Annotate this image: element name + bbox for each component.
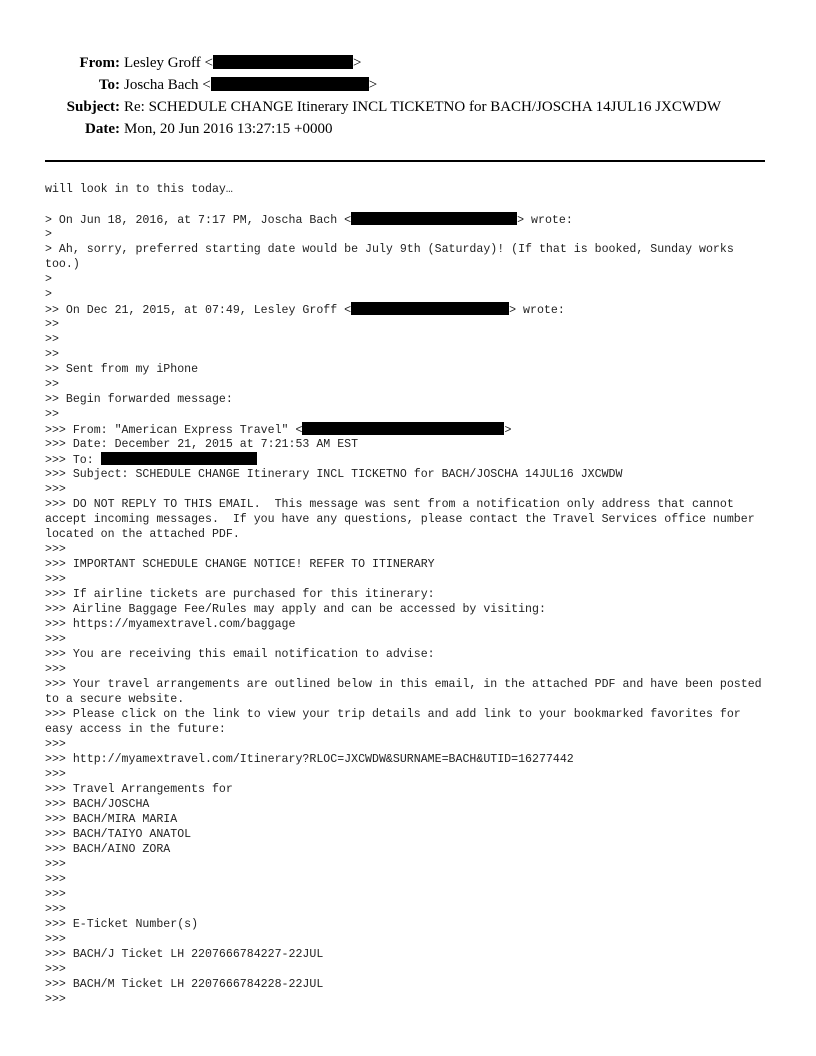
body-line: >>> [45,933,66,946]
body-line: >> [45,333,59,346]
body-line: > Ah, sorry, preferred starting date would be July 9th (Saturday)! (If that is booked, Sunday works too.) [45,243,741,271]
body-line: >>> [45,873,66,886]
to-close: > [368,77,378,93]
body-line: >>> Your travel arrangements are outlined below in this email, in the attached PDF and have been posted to a secure website. [45,678,769,706]
redaction-box [101,452,257,465]
body-line: >> Begin forwarded message: [45,393,233,406]
body-line: > On Jun 18, 2016, at 7:17 PM, Joscha Bach < > wrote: [45,214,573,227]
body-line: will look in to this today… [45,183,233,196]
from-label: From: [79,55,120,71]
redaction-box [351,212,517,225]
body-line: >>> [45,858,66,871]
body-line: >>> If airline tickets are purchased for this itinerary: [45,588,435,601]
body-line: >>> http://myamextravel.com/Itinerary?RLOC=JXCWDW&SURNAME=BACH&UTID=16277442 [45,753,574,766]
body-line: > [45,273,52,286]
body-line: >>> [45,663,66,676]
from-value: Lesley Groff < [124,55,213,71]
body-line: >>> BACH/AINO ZORA [45,843,171,856]
body-line: >>> [45,903,66,916]
subject-row [0,96,721,118]
body-line: >> [45,348,59,361]
body-line: >>> [45,483,66,496]
date-label: Date: [85,121,120,137]
from-row [0,52,361,74]
body-line: >>> You are receiving this email notification to advise: [45,648,435,661]
body-line: >>> [45,993,66,1006]
body-line: >>> DO NOT REPLY TO THIS EMAIL. This message was sent from a notification only address that cannot accept incoming messages. If you have any questions, please contact the Travel Services office number located on the attached PDF. [45,498,762,541]
body-line: >> [45,378,59,391]
body-line: >>> https://myamextravel.com/baggage [45,618,296,631]
to-label: To: [98,77,120,93]
body-line: >>> BACH/TAIYO ANATOL [45,828,192,841]
body-line: >>> [45,738,66,751]
body-line: >>> [45,543,66,556]
redaction-box [302,422,504,435]
body-line: >>> BACH/M Ticket LH 2207666784228-22JUL [45,978,324,991]
body-line: >>> [45,888,66,901]
body-line: >>> Airline Baggage Fee/Rules may apply and can be accessed by visiting: [45,603,546,616]
body-line: >>> [45,633,66,646]
body-line: >>> Travel Arrangements for [45,783,233,796]
body-line: > [45,288,52,301]
to-value: Joscha Bach < [124,77,211,93]
body-line: >>> From: "American Express Travel" < > [45,424,512,437]
subject-label: Subject: [66,99,120,115]
from-close: > [353,55,362,71]
body-line: >>> IMPORTANT SCHEDULE CHANGE NOTICE! REFER TO ITINERARY [45,558,435,571]
body-line: >>> BACH/JOSCHA [45,798,150,811]
body-line: >> Sent from my iPhone [45,363,199,376]
subject-value: Re: SCHEDULE CHANGE Itinerary INCL TICKETNO for BACH/JOSCHA 14JUL16 JXCWDW [124,99,722,115]
body-line: >>> [45,573,66,586]
body-line: >> On Dec 21, 2015, at 07:49, Lesley Groff < > wrote: [45,304,565,317]
body-line: >> [45,318,59,331]
body-line: >>> BACH/J Ticket LH 2207666784227-22JUL [45,948,324,961]
redaction-box [211,77,369,91]
body-line: >>> [45,963,66,976]
redaction-box [351,302,509,315]
header-divider [45,160,765,162]
body-line: >>> [45,768,66,781]
body-line: >>> Date: December 21, 2015 at 7:21:53 AM EST [45,438,359,451]
email-body [45,182,775,1007]
date-value: Mon, 20 Jun 2016 13:27:15 +0000 [124,121,333,137]
body-line: >>> Please click on the link to view your trip details and add link to your bookmarked favorites for easy access in the future: [45,708,748,736]
body-line: >>> To: [45,452,775,467]
body-line: >> [45,408,59,421]
body-line: >>> E-Ticket Number(s) [45,918,199,931]
redaction-box [213,55,353,69]
body-line: >>> BACH/MIRA MARIA [45,813,178,826]
date-row [0,118,332,140]
to-row [0,74,377,96]
body-line: > [45,228,52,241]
body-line: >>> Subject: SCHEDULE CHANGE Itinerary INCL TICKETNO for BACH/JOSCHA 14JUL16 JXCWDW [45,468,623,481]
